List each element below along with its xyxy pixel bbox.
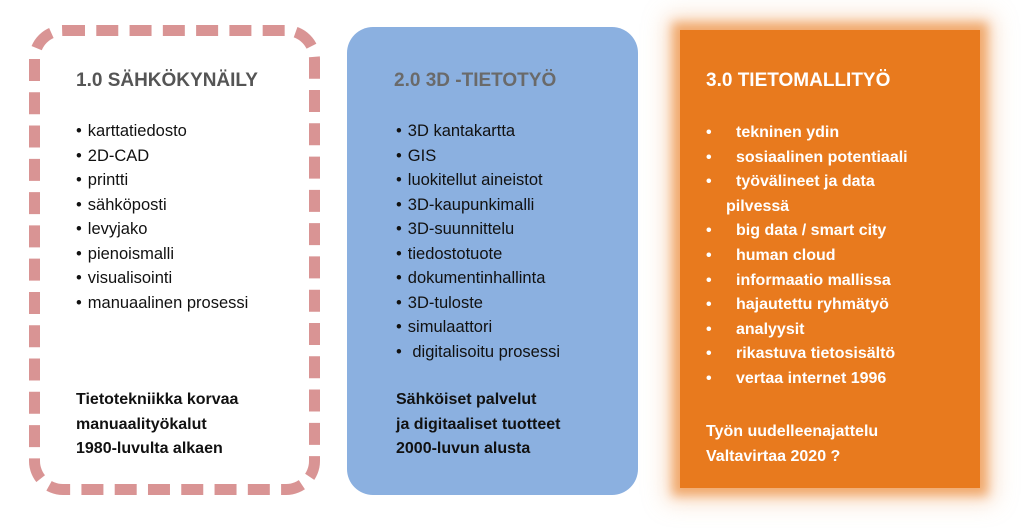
list-item: • informaatio mallissa bbox=[706, 269, 908, 294]
list-item: • vertaa internet 1996 bbox=[706, 367, 908, 392]
panel-1-title: 1.0 SÄHKÖKYNÄILY bbox=[76, 70, 258, 91]
footer-line: Tietotekniikka korvaa bbox=[76, 391, 239, 408]
list-item: • GIS bbox=[396, 144, 560, 169]
list-item: • dokumentinhallinta bbox=[396, 266, 560, 291]
list-item: • sähköposti bbox=[76, 193, 248, 218]
list-item: • rikastuva tietosisältö bbox=[706, 342, 908, 367]
footer-line: 2000-luvun alusta bbox=[396, 440, 531, 457]
list-item: • human cloud bbox=[706, 244, 908, 269]
list-item: • analyysit bbox=[706, 318, 908, 343]
list-item: • 2D-CAD bbox=[76, 144, 248, 169]
panel-1-list bbox=[76, 119, 248, 315]
list-item: • 3D-tuloste bbox=[396, 291, 560, 316]
panel-2-footer bbox=[396, 388, 560, 462]
list-item: • 3D-suunnittelu bbox=[396, 217, 560, 242]
list-item: • tekninen ydin bbox=[706, 121, 908, 146]
list-item: • 3D kantakartta bbox=[396, 119, 560, 144]
list-item: • tiedostotuote bbox=[396, 242, 560, 267]
list-item: • pienoismalli bbox=[76, 242, 248, 267]
panel-3-list bbox=[706, 121, 908, 392]
list-item: • simulaattori bbox=[396, 315, 560, 340]
footer-line: manuaalityökalut bbox=[76, 415, 207, 433]
list-item: • printti bbox=[76, 168, 248, 193]
list-item: • karttatiedosto bbox=[76, 119, 248, 144]
footer-line: Valtavirtaa 2020 ? bbox=[706, 447, 841, 465]
list-item: • 3D-kaupunkimalli bbox=[396, 193, 560, 218]
panel-3-footer bbox=[706, 420, 878, 469]
panel-2-list bbox=[396, 119, 560, 364]
panel-3-title: 3.0 TIETOMALLITYÖ bbox=[706, 70, 891, 91]
footer-line: ja digitaaliset tuotteet bbox=[396, 415, 561, 433]
list-item: • visualisointi bbox=[76, 266, 248, 291]
footer-line: Sähköiset palvelut bbox=[396, 391, 537, 408]
list-item: • manuaalinen prosessi bbox=[76, 291, 248, 316]
list-item-continuation: pilvessä bbox=[726, 197, 790, 215]
list-item: • hajautettu ryhmätyö bbox=[706, 293, 908, 318]
list-item: • työvälineet ja data bbox=[706, 170, 908, 195]
list-item: • luokitellut aineistot bbox=[396, 168, 560, 193]
list-item: • levyjako bbox=[76, 217, 248, 242]
footer-line: 1980-luvulta alkaen bbox=[76, 440, 223, 457]
footer-line: Työn uudelleenajattelu bbox=[706, 423, 879, 440]
list-item: • big data / smart city bbox=[706, 219, 908, 244]
list-item: • digitalisoitu prosessi bbox=[396, 340, 560, 365]
panel-2-title: 2.0 3D -TIETOTYÖ bbox=[394, 70, 557, 91]
list-item: • sosiaalinen potentiaali bbox=[706, 146, 908, 171]
panel-1-footer bbox=[76, 388, 238, 462]
